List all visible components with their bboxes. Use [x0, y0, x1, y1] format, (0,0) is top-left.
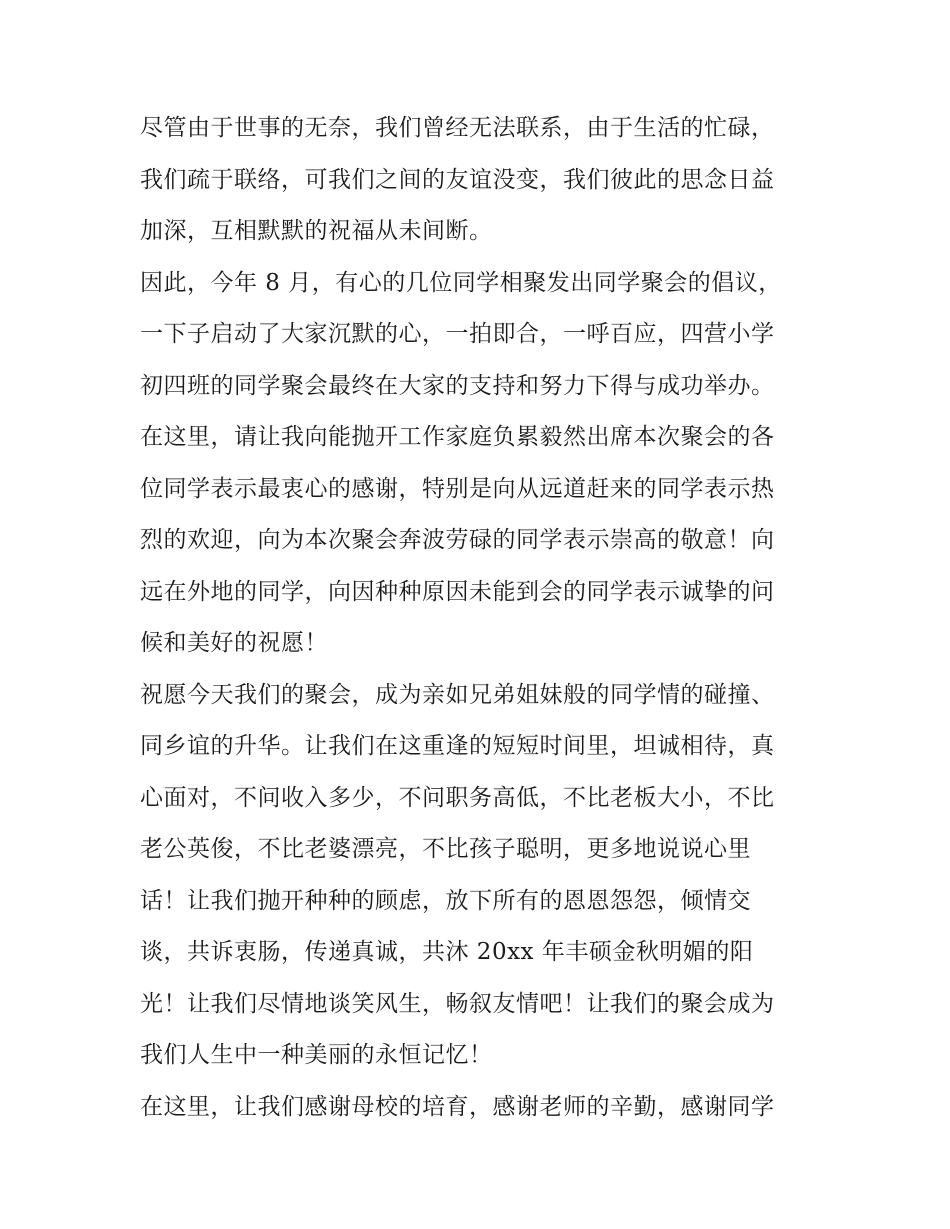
text-line: 烈的欢迎，向为本次聚会奔波劳碌的同学表示崇高的敬意！向 [140, 527, 775, 553]
text-line: 我们人生中一种美丽的永恒记忆！ [140, 1042, 493, 1068]
text-line: 在这里，请让我向能抛开工作家庭负累毅然出席本次聚会的各 [140, 424, 775, 450]
text-line: 位同学表示最衷心的感谢，特别是向从远道赶来的同学表示热 [140, 476, 775, 502]
text-line: 尽管由于世事的无奈，我们曾经无法联系，由于生活的忙碌， [140, 115, 775, 141]
text-line: 我们疏于联络，可我们之间的友谊没变，我们彼此的思念日益 [140, 167, 775, 193]
text-line: 光！让我们尽情地谈笑风生，畅叙友情吧！让我们的聚会成为 [140, 991, 775, 1017]
text-line: 因此，今年 8 月，有心的几位同学相聚发出同学聚会的倡议， [140, 270, 782, 296]
text-line: 话！让我们抛开种种的顾虑，放下所有的恩恩怨怨，倾情交 [140, 888, 751, 914]
text-line: 谈，共诉衷肠，传递真诚，共沐 20xx 年丰硕金秋明媚的阳 [140, 939, 754, 965]
text-line: 初四班的同学聚会最终在大家的支持和努力下得与成功举办。 [140, 373, 775, 399]
text-line: 同乡谊的升华。让我们在这重逢的短短时间里，坦诚相待，真 [140, 733, 775, 759]
text-line: 祝愿今天我们的聚会，成为亲如兄弟姐妹般的同学情的碰撞、 [140, 682, 775, 708]
text-line: 加深，互相默默的祝福从未间断。 [140, 218, 493, 244]
text-line: 老公英俊，不比老婆漂亮，不比孩子聪明，更多地说说心里 [140, 836, 751, 862]
text-line: 心面对，不问收入多少，不问职务高低，不比老板大小，不比 [140, 785, 775, 811]
text-line: 在这里，让我们感谢母校的培育，感谢老师的辛勤，感谢同学 [140, 1094, 775, 1120]
text-line: 候和美好的祝愿！ [140, 630, 328, 656]
text-line: 一下子启动了大家沉默的心，一拍即合，一呼百应，四营小学 [140, 321, 775, 347]
text-line: 远在外地的同学，向因种种原因未能到会的同学表示诚挚的问 [140, 579, 775, 605]
